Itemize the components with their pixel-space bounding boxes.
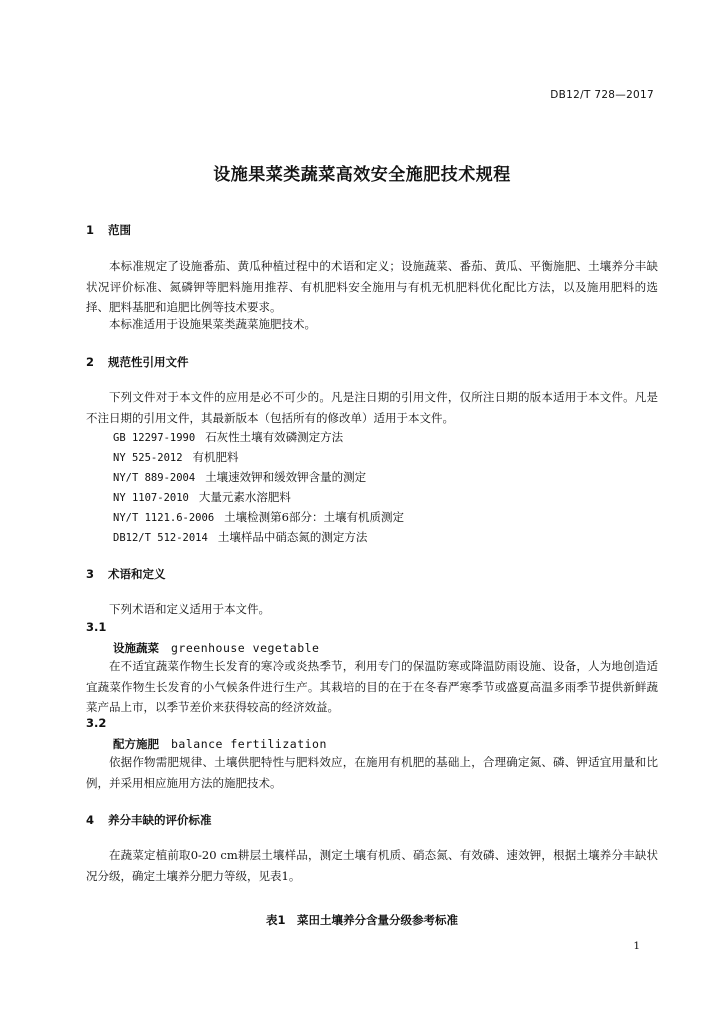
reference-code: NY 1107-2010 (113, 492, 189, 504)
term-chinese: 设施蔬菜 (113, 641, 159, 655)
section-3-paragraph-1: 下列术语和定义适用于本文件。 (109, 602, 270, 616)
reference-code: DB12/T 512-2014 (113, 532, 208, 544)
section-number: 4 (86, 813, 95, 827)
reference-item (113, 449, 239, 465)
reference-item (113, 509, 404, 525)
reference-code: NY/T 1121.6-2006 (113, 512, 215, 524)
term-3-2-number: 3.2 (86, 716, 107, 730)
term-chinese: 配方施肥 (113, 737, 159, 751)
section-number: 3 (86, 567, 95, 581)
section-4-heading (86, 812, 212, 828)
term-english: greenhouse vegetable (171, 641, 320, 655)
reference-code: GB 12297-1990 (113, 432, 196, 444)
section-1-heading (86, 222, 131, 238)
term-3-1-number: 3.1 (86, 620, 107, 634)
reference-title: 土壤速效钾和缓效钾含量的测定 (205, 470, 367, 484)
section-2-heading (86, 354, 189, 370)
section-title: 范围 (108, 223, 131, 237)
section-title: 规范性引用文件 (108, 355, 189, 369)
reference-title: 土壤样品中硝态氮的测定方法 (217, 530, 368, 544)
section-4-paragraph-1: 在蔬菜定植前取0-20 cm耕层土壤样品，测定土壤有机质、硝态氮、有效磷、速效钾，根据土壤养分丰缺状况分级，确定土壤养分肥力等级，见表1。 (86, 848, 658, 883)
term-3-1-definition: 在不适宜蔬菜作物生长发育的寒冷或炎热季节，利用专门的保温防寒或降温防雨设施、设备，人为地创造适宜蔬菜作物生长发育的小气候条件进行生产。其栽培的目的在于在冬春严寒季节或盛夏高温多雨季节提供新鲜蔬菜产品上市，以季节差价来获得较高的经济效益。 (86, 659, 658, 714)
reference-item (113, 489, 291, 505)
term-english: balance fertilization (171, 737, 327, 751)
section-title: 术语和定义 (108, 567, 166, 581)
section-title: 养分丰缺的评价标准 (108, 813, 212, 827)
section-3-heading (86, 566, 166, 582)
reference-title: 石灰性土壤有效磷测定方法 (205, 430, 344, 444)
document-title: 设施果菜类蔬菜高效安全施肥技术规程 (213, 165, 511, 185)
section-2-paragraph-1: 下列文件对于本文件的应用是必不可少的。凡是注日期的引用文件，仅所注日期的版本适用于本文件。凡是不注日期的引用文件，其最新版本（包括所有的修改单）适用于本文件。 (86, 390, 658, 425)
reference-item (113, 429, 343, 445)
term-3-2 (113, 736, 327, 752)
section-1-paragraph-1: 本标准规定了设施番茄、黄瓜种植过程中的术语和定义；设施蔬菜、番茄、黄瓜、平衡施肥、土壤养分丰缺状况评价标准、氮磷钾等肥料施用推荐、有机肥料安全施用与有机无机肥料优化配比方法，以及施用肥料的选择、肥料基肥和追肥比例等技术要求。 (86, 259, 658, 314)
standard-code-header: DB12/T 728—2017 (550, 89, 654, 101)
section-1-paragraph-2: 本标准适用于设施果菜类蔬菜施肥技术。 (109, 317, 316, 331)
reference-item (113, 469, 366, 485)
reference-item (113, 529, 367, 545)
section-number: 2 (86, 355, 95, 369)
reference-title: 有机肥料 (192, 450, 239, 464)
reference-code: NY/T 889-2004 (113, 472, 196, 484)
term-3-1 (113, 640, 319, 656)
section-number: 1 (86, 223, 95, 237)
reference-code: NY 525-2012 (113, 452, 183, 464)
page-number: 1 (633, 940, 640, 952)
reference-title: 大量元素水溶肥料 (198, 490, 291, 504)
table-caption: 表1 菜田土壤养分含量分级参考标准 (266, 913, 458, 927)
reference-title: 土壤检测第6部分：土壤有机质测定 (224, 510, 404, 524)
term-3-2-definition: 依据作物需肥规律、土壤供肥特性与肥料效应，在施用有机肥的基础上，合理确定氮、磷、钾适宜用量和比例，并采用相应施用方法的施肥技术。 (86, 755, 658, 790)
